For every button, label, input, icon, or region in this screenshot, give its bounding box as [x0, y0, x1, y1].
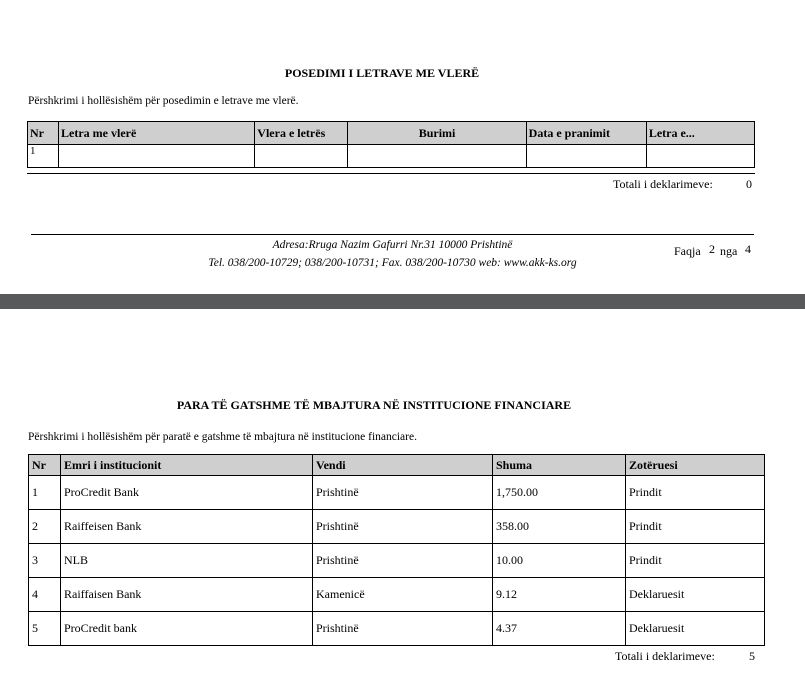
- table-cell: 1: [29, 476, 61, 510]
- page-separator: [0, 294, 805, 309]
- table-row: [29, 476, 765, 510]
- column-header: Nr: [28, 122, 59, 145]
- table-row: [29, 510, 765, 544]
- column-header: Data e pranimit: [526, 122, 646, 145]
- page-total: 4: [745, 242, 751, 256]
- section-description-securities: Përshkrimi i hollësishëm për posedimin e letrave me vlerë.: [28, 95, 299, 107]
- table-cell: Deklaruesit: [626, 612, 765, 646]
- page-label: Faqja: [674, 244, 701, 258]
- table-cell: ProCredit bank: [61, 612, 313, 646]
- table-header-row: [29, 455, 765, 476]
- section-description-cash: Përshkrimi i hollësishëm për paratë e gatshme të mbajtura në institucione financiare.: [28, 431, 417, 443]
- table-row: [29, 544, 765, 578]
- column-header: Vlera e letrës: [255, 122, 348, 145]
- table-cell: 10.00: [493, 544, 626, 578]
- table-cell: 1: [28, 145, 59, 168]
- table-cell: Raiffaisen Bank: [61, 578, 313, 612]
- table-cell: Kamenicë: [313, 578, 493, 612]
- table-cell: [59, 145, 255, 168]
- table-cell: Prindit: [626, 544, 765, 578]
- table-cell: 5: [29, 612, 61, 646]
- total-label: Totali i deklarimeve:: [613, 177, 713, 191]
- page-number: 2: [709, 242, 715, 256]
- table-underline: [27, 173, 755, 174]
- table-cell: 4.37: [493, 612, 626, 646]
- total-value: 5: [749, 649, 755, 663]
- table-cell: NLB: [61, 544, 313, 578]
- table-cell: 358.00: [493, 510, 626, 544]
- footer-rule: [31, 234, 754, 235]
- table-row: [29, 612, 765, 646]
- table-cell: Prindit: [626, 510, 765, 544]
- table-cell: Raiffeisen Bank: [61, 510, 313, 544]
- column-header: Emri i institucionit: [61, 455, 313, 476]
- footer-contact: Tel. 038/200-10729; 038/200-10731; Fax. 038/200-10730 web: www.akk-ks.org: [208, 257, 577, 269]
- column-header: Vendi: [313, 455, 493, 476]
- section-title-securities: POSEDIMI I LETRAVE ME VLERË: [284, 66, 480, 80]
- securities-table: [27, 121, 755, 168]
- table-cell: Prishtinë: [313, 510, 493, 544]
- total-label: Totali i deklarimeve:: [615, 649, 715, 663]
- column-header: Shuma: [493, 455, 626, 476]
- table-cell: Prishtinë: [313, 544, 493, 578]
- table-cell: Prishtinë: [313, 612, 493, 646]
- column-header: Burimi: [348, 122, 526, 145]
- column-header: Zotëruesi: [626, 455, 765, 476]
- column-header: Letra me vlerë: [59, 122, 255, 145]
- cash-table: [28, 454, 765, 646]
- table-cell: Prindit: [626, 476, 765, 510]
- total-value: 0: [746, 177, 752, 191]
- page-of-label: nga: [720, 244, 738, 258]
- table-cell: [348, 145, 526, 168]
- table-cell: [526, 145, 646, 168]
- table-row: [29, 578, 765, 612]
- table-cell: 1,750.00: [493, 476, 626, 510]
- section-title-cash: PARA TË GATSHME TË MBAJTURA NË INSTITUCIONE FINANCIARE: [176, 398, 572, 412]
- table-row: [28, 145, 755, 168]
- table-header-row: [28, 122, 755, 145]
- table-cell: [255, 145, 348, 168]
- footer-address: Adresa:Rruga Nazim Gafurri Nr.31 10000 Prishtinë: [272, 239, 513, 251]
- table-cell: Prishtinë: [313, 476, 493, 510]
- table-cell: 9.12: [493, 578, 626, 612]
- table-cell: [646, 145, 754, 168]
- column-header: Nr: [29, 455, 61, 476]
- table-underline: [28, 645, 758, 646]
- table-cell: 4: [29, 578, 61, 612]
- column-header: Letra e...: [646, 122, 754, 145]
- table-cell: 2: [29, 510, 61, 544]
- table-cell: 3: [29, 544, 61, 578]
- table-cell: ProCredit Bank: [61, 476, 313, 510]
- table-cell: Deklaruesit: [626, 578, 765, 612]
